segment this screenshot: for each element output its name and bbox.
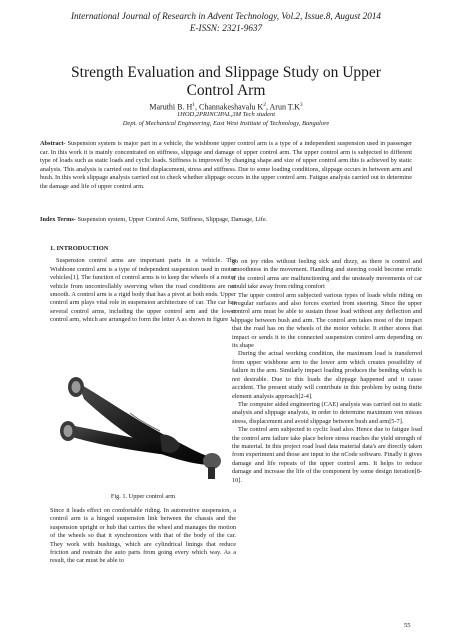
left-column-bottom xyxy=(50,507,236,566)
figure-caption: Fig. 1. Upper control arm xyxy=(110,493,176,500)
author-3: , Arun T.K xyxy=(265,102,300,112)
right-paragraph-4: The computer aided engineering (CAE) analysis was carried out to static analysis and slippage analysis, in order to determine maximum von misses stress, displacement and avoid slippage between bush and arm[5-7]. xyxy=(232,400,422,425)
paper-title xyxy=(20,64,432,100)
index-terms-label: Index Terms- xyxy=(40,216,76,223)
author-roles: 1HOD,2PRINCIPAL,3M Tech student xyxy=(176,111,276,118)
issn-line: E-ISSN: 2321-9637 xyxy=(189,23,263,33)
index-terms xyxy=(40,216,412,225)
department: Dept. of Mechanical Engineering, East West Institute of Technology, Bangalore xyxy=(122,120,330,127)
abstract-label: Abstract- xyxy=(40,140,66,147)
intro-paragraph-1: Suspension control arms are important parts in a vehicle. The Wishbone control arm is a type of independent suspension used in motor vehicles[1]. The function of control arms is to keep the wheels of a motor vehicle from uncontrollably swerving when the road conditions are not smooth. A control arm is a rigid body that has a pivot at both ends. Upper control arm plays vital role in suspension architecture of car. The car has several control arms, including the upper control arm and the lower control arm, which are arranged to form the letter A as shown in figure 1.. xyxy=(50,257,236,324)
author-2: , Channakeshavalu K xyxy=(195,102,264,112)
figure-upper-control-arm xyxy=(60,365,225,485)
journal-line: International Journal of Research in Advent Technology, Vol.2, Issue.8, August 2014 xyxy=(70,11,382,21)
author-3-sup: 3 xyxy=(299,102,303,108)
section-heading: 1. INTRODUCTION xyxy=(50,245,109,252)
right-column xyxy=(232,258,422,485)
right-paragraph-3: During the actual working condition, the maximum load is transferred from upper wishbone arm to the lower arm which creates possibility of failure in the arm. Similarly impact loading produces the bending which is not desirable. Due to this loads the slippage happened and it cause accident. The present study will contribute in this problem by using finite element analysis approach[2-4]. xyxy=(232,350,422,400)
index-terms-text: Suspension system, Upper Control Arm, Stiffness, Slippage, Damage, Life. xyxy=(75,216,268,223)
title-line-1: Strength Evaluation and Slippage Study on Upper xyxy=(71,64,381,81)
right-paragraph-5: The control arm subjected to cyclic load also. Hence due to fatigue load the control arm failure take place before stress reaches the yield strength of the material. In this project road load data material data's are directly taken from experiment and those are input to the nCode software. Finally it gives damage and life repeats of the upper control arm. It helps to reduce damage and increase the life of the component by some design iteration[8-10]. xyxy=(232,426,422,484)
journal-header xyxy=(0,10,452,34)
intro-paragraph-2: Since it leads effect on comfortable riding. In automotive suspension, a control arm is a hinged suspension link between the chassis and the suspension upright or hub that carries the wheel and manages the motion of the wheels so that it synchronizes with that of the body of the car. They work with bushings, which are cylindrical linings that reduce friction and restrain the auto parts from going every which way. As a result, the car must be able to xyxy=(50,507,236,565)
right-paragraph-2: The upper control arm subjected various types of loads while riding on irregular surfaces and also forces exerted from steering. Since the upper control arm must be able to sustain those load without any deflection and slippage between bush and arm. The control arm takes most of the impact that the road has on the wheels of the motor vehicle. It either stores that impact or sends it to the connected suspension control arm depending on its shape xyxy=(232,291,422,350)
left-column-top xyxy=(50,245,236,325)
upper-control-arm-image xyxy=(60,365,225,485)
title-line-2: Control Arm xyxy=(186,82,266,99)
author-1-sup: 1 xyxy=(192,102,195,108)
author-2-sup: 2 xyxy=(263,102,266,108)
right-paragraph-1: go on joy rides without feeling sick and dizzy, as there is control and smoothness in the movement. Handling and steering could become erratic if the control arms are malfunctioning and the unsteady movements of car could take away from riding comfort xyxy=(232,258,422,291)
abstract-text: Suspension system is major part in a vehicle, the wishbone upper control arm is a type of a independent suspension used in passenger car. In this work it is mainly concentrated on stiffness, slippage and damage of upper control arm. The upper control arm is subjected to different type of loads such as static loads and cyclic loads. Stiffness is improved by changing shape and size of upper control arm this is achieved by static analysis. This analysis is carried out to find displacement, stress and stiffness. Due to some loading conditions, slippage occurs in between arm and bush. In this work slippage analysis carried out to check whether slippage occurs in the upper control arm. Fatigue analysis carried out to determine the damage and life of upper control arm. xyxy=(40,140,412,190)
author-1: Maruthi B. H xyxy=(149,102,193,112)
page-number: 55 xyxy=(404,622,411,629)
abstract xyxy=(40,140,412,192)
